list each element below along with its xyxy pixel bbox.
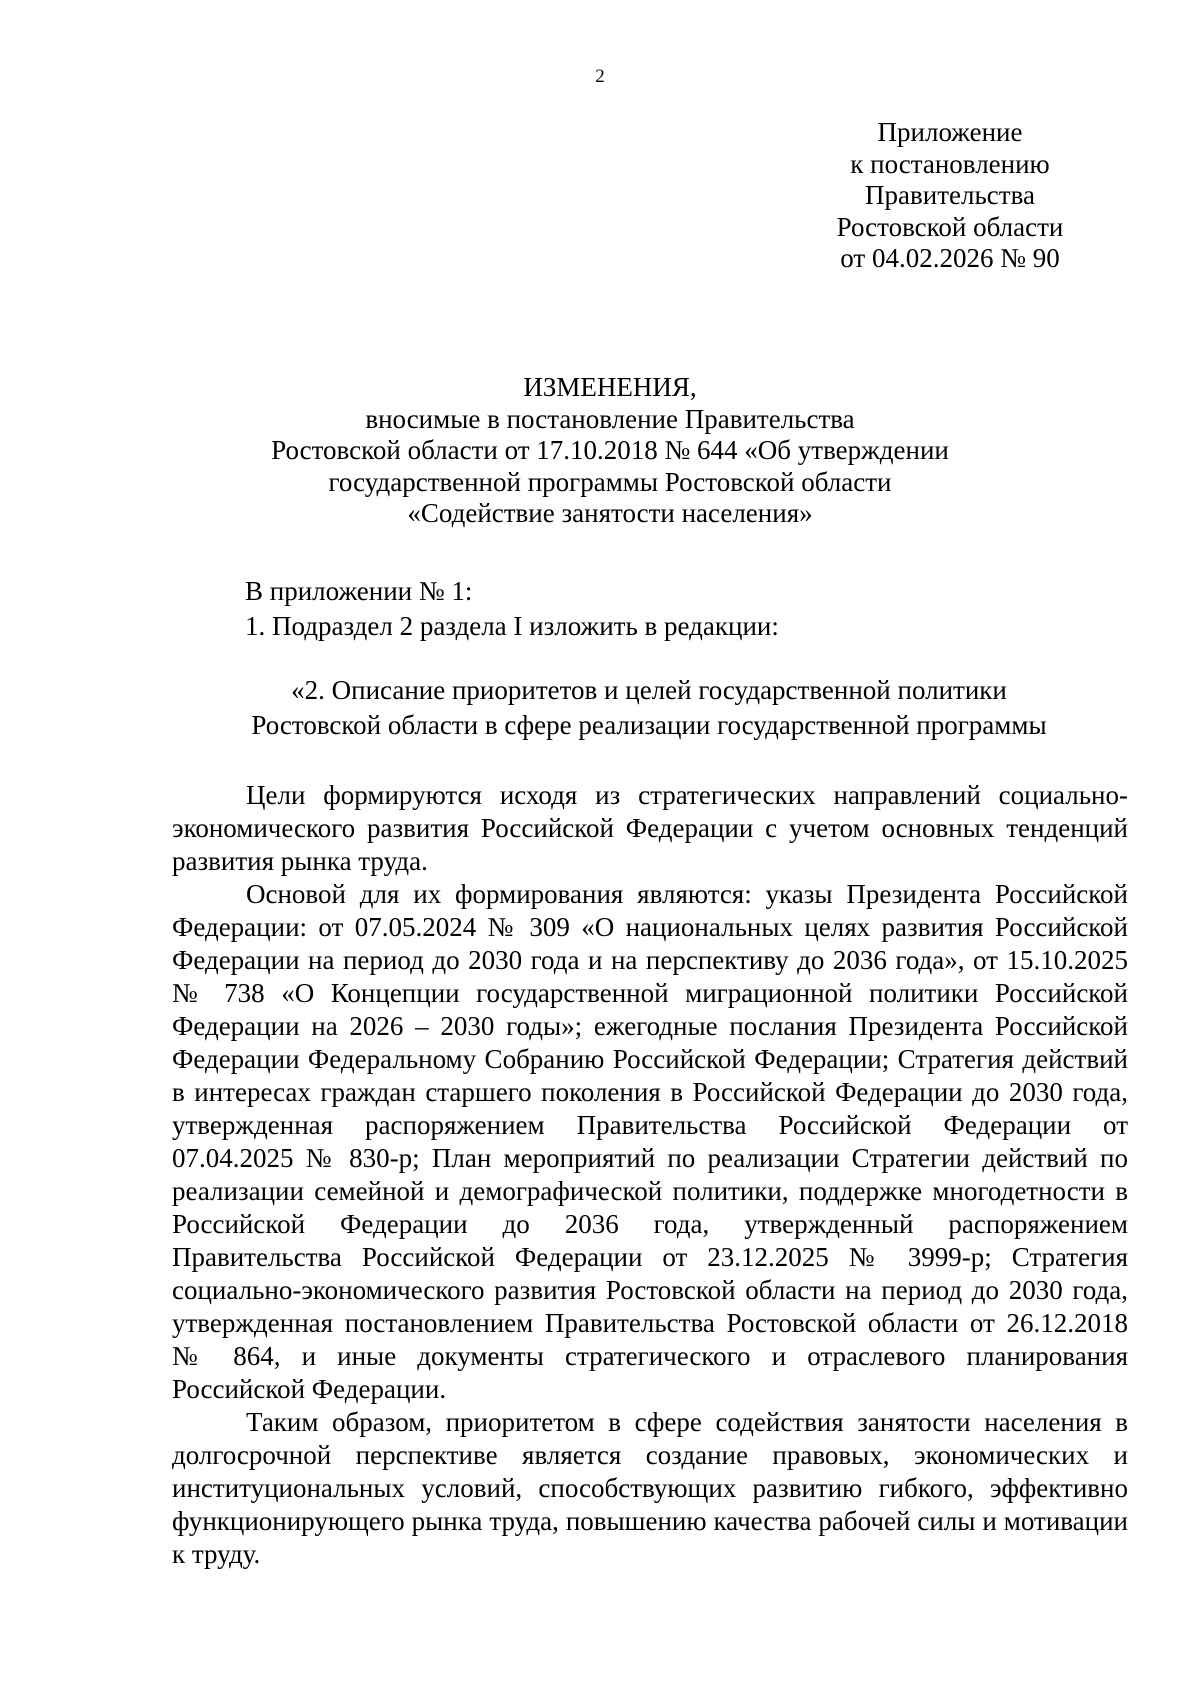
title-heading: ИЗМЕНЕНИЯ, bbox=[523, 372, 697, 402]
title-line: Ростовской области от 17.10.2018 № 644 «Об утверждении bbox=[271, 435, 949, 465]
subtitle-line: Ростовской области в сфере реализации государственной программы bbox=[251, 710, 1047, 740]
title-line: государственной программы Ростовской области bbox=[328, 466, 892, 497]
section-subtitle bbox=[170, 673, 1128, 743]
intro-block bbox=[245, 574, 779, 644]
title-line: «Содействие занятости населения» bbox=[407, 498, 813, 528]
paragraph: Основой для их формирования являются: указы Президента Российской Федерации: от 07.05.2024 № 309 «О национальных целях развития Российской Федерации на период до 2030 года и на перспективу до 2036 года», от 15.10.2025 № 738 «О Концепции государственной миграционной политики Российской Федерации на 2026 – 2030 годы»; ежегодные послания Президента Российской Федерации Федеральному Собранию Российской Федерации; Стратегия действий в интересах граждан старшего поколения в Российской Федерации до 2030 года, утвержденная распоряжением Правительства Российской Федерации от 07.04.2025 № 830-р; План мероприятий по реализации Стратегии действий по реализации семейной и демографической политики, поддержке многодетности в Российской Федерации до 2036 года, утвержденный распоряжением Правительства Российской Федерации от 23.12.2025 № 3999-р; Стратегия социально-экономического развития Ростовской области на период до 2030 года, утвержденная постановлением Правительства Ростовской области от 26.12.2018 № 864, и иные документы стратегического и отраслевого планирования Российской Федерации. bbox=[172, 879, 1128, 1404]
intro-line: В приложении № 1: bbox=[245, 576, 473, 606]
subtitle-line: «2. Описание приоритетов и целей государственной политики bbox=[291, 675, 1007, 705]
title-line: вносимые в постановление Правительства bbox=[365, 403, 855, 434]
appendix-block bbox=[800, 117, 1100, 275]
appendix-line: Правительства bbox=[865, 180, 1035, 210]
appendix-line: Приложение bbox=[877, 117, 1023, 147]
appendix-line: к постановлению bbox=[850, 148, 1050, 179]
document-title bbox=[170, 372, 1050, 530]
paragraph: Цели формируются исходя из стратегических направлений социально-экономического развития Российской Федерации с учетом основных тенденций развития рынка труда. bbox=[172, 780, 1128, 876]
paragraph: Таким образом, приоритетом в сфере содействия занятости населения в долгосрочной перспективе является создание правовых, экономических и институциональных условий, способствующих развитию гибкого, эффективно функционирующего рынка труда, повышению качества рабочей силы и мотивации к труду. bbox=[172, 1407, 1128, 1569]
appendix-line: Ростовской области bbox=[836, 211, 1064, 242]
intro-line: 1. Подраздел 2 раздела I изложить в редакции: bbox=[245, 611, 779, 641]
body-text bbox=[172, 779, 1128, 1571]
page-number: 2 bbox=[595, 66, 605, 87]
appendix-line: от 04.02.2026 № 90 bbox=[840, 243, 1060, 273]
